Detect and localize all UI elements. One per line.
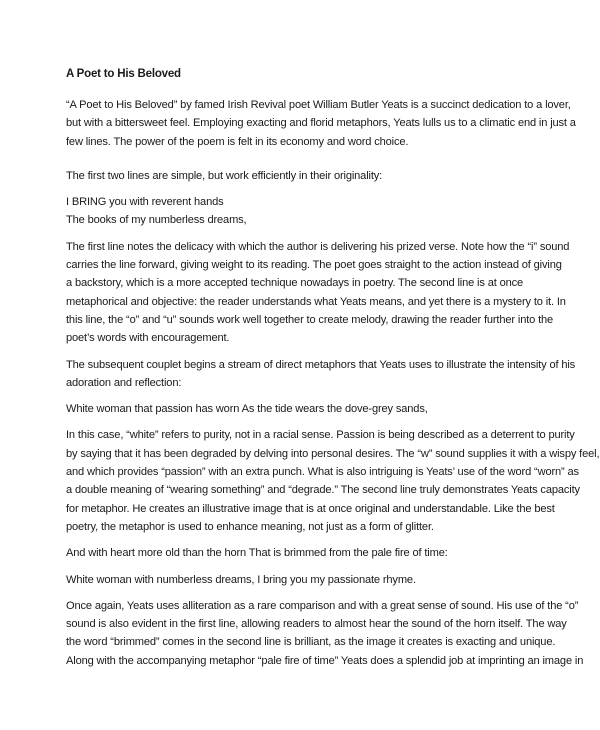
paragraph-analysis-2 bbox=[66, 426, 600, 536]
poem-quote-1 bbox=[66, 193, 522, 230]
text-line: a double meaning of “wearing something” and “degrade.” The second line truly demonstrates Yeats capacity bbox=[66, 484, 580, 497]
poem-line: White woman with numberless dreams, I bring you my passionate rhyme. bbox=[66, 573, 416, 586]
text-line: poetry, the metaphor is used to enhance meaning, not just as a form of glitter. bbox=[66, 520, 434, 533]
text-line: metaphorical and objective: the reader understands what Yeats means, and yet there is a mystery to it. In bbox=[66, 295, 566, 308]
poem-line: White woman that passion has worn As the tide wears the dove-grey sands, bbox=[66, 403, 428, 416]
poem-quote-4 bbox=[66, 571, 522, 589]
poem-line: And with heart more old than the horn That is brimmed from the pale fire of time: bbox=[66, 547, 448, 560]
paragraph-couplet-intro bbox=[66, 356, 576, 393]
text-line: The first two lines are simple, but work efficiently in their originality: bbox=[66, 169, 383, 182]
text-line: adoration and reflection: bbox=[66, 376, 182, 389]
text-line: carries the line forward, giving weight to its reading. The poet goes straight to the action instead of giving bbox=[66, 259, 562, 272]
text-line: and which provides “passion” with an extra punch. What is also intriguing is Yeats’ use of the word “worn” as bbox=[66, 466, 579, 479]
paragraph-analysis-3 bbox=[66, 597, 584, 670]
paragraph-intro bbox=[66, 96, 576, 151]
poem-line: I BRING you with reverent hands bbox=[66, 196, 224, 209]
document-title: A Poet to His Beloved bbox=[66, 68, 181, 80]
text-line: the word “brimmed” comes in the second line is brilliant, as the image it creates is exacting and unique. bbox=[66, 636, 556, 649]
text-line: but with a bittersweet feel. Employing exacting and florid metaphors, Yeats lulls us to a climatic end in just a bbox=[66, 117, 576, 130]
text-line: sound is also evident in the first line, allowing readers to almost hear the sound of the horn itself. The way bbox=[66, 618, 567, 631]
text-line: for metaphor. He creates an illustrative image that is at once original and understandable. Like the best bbox=[66, 502, 555, 515]
text-line: this line, the “o” and “u” sounds work well together to create melody, drawing the reader further into the bbox=[66, 313, 554, 326]
text-line: a backstory, which is a more accepted technique nowadays in poetry. The second line is at once bbox=[66, 277, 524, 290]
text-line: The first line notes the delicacy with which the author is delivering his prized verse. Note how the “i” sound bbox=[66, 240, 570, 253]
poem-quote-3 bbox=[66, 544, 522, 562]
text-line: few lines. The power of the poem is felt in its economy and word choice. bbox=[66, 135, 409, 148]
text-line: by saying that it has been degraded by delving into personal desires. The “w” sound supplies it with a wispy feel, bbox=[66, 447, 600, 460]
text-line: The subsequent couplet begins a stream of direct metaphors that Yeats uses to illustrate the intensity of his bbox=[66, 358, 576, 371]
text-line: Along with the accompanying metaphor “pale fire of time” Yeats does a splendid job at imprinting an image in bbox=[66, 654, 584, 667]
text-line: “A Poet to His Beloved” by famed Irish Revival poet William Butler Yeats is a succinct dedication to a lover, bbox=[66, 99, 571, 111]
text-line: Once again, Yeats uses alliteration as a rare comparison and with a great sense of sound. His use of the “o” bbox=[66, 599, 579, 612]
text-line: poet’s words with encouragement. bbox=[66, 332, 230, 345]
paragraph-analysis-1 bbox=[66, 238, 570, 348]
paragraph-first-two-lines bbox=[66, 167, 522, 185]
poem-quote-2 bbox=[66, 400, 522, 418]
text-line: In this case, “white” refers to purity, not in a racial sense. Passion is being described as a deterrent to purity bbox=[66, 429, 575, 442]
poem-line: The books of my numberless dreams, bbox=[66, 214, 247, 227]
